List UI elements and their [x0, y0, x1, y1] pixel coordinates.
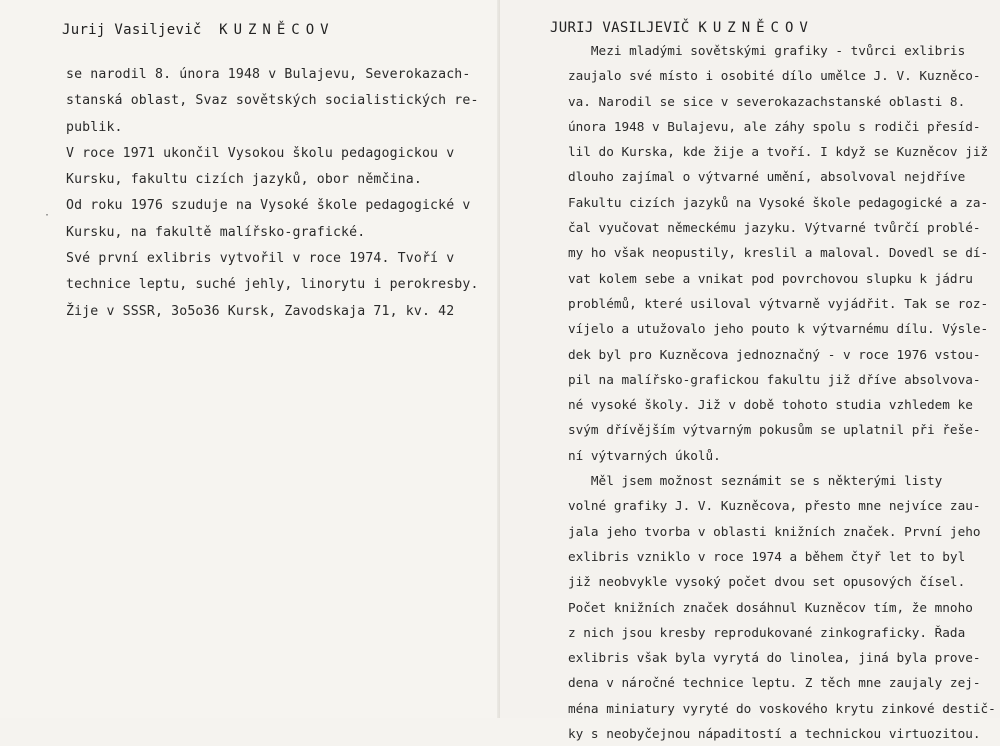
- essay-line: né vysoké školy. Již v době tohoto studia vzhledem ke: [568, 397, 973, 413]
- right-heading-name: JURIJ VASILJEVIČ: [550, 20, 690, 36]
- essay-line: zaujalo své místo i osobité dílo umělce J. V. Kuzněco-: [568, 68, 981, 84]
- essay-line: volné grafiky J. V. Kuzněcova, přesto mne nejvíce zau-: [568, 498, 981, 514]
- essay-line: dena v náročné technice leptu. Z těch mne zaujaly zej-: [568, 675, 981, 691]
- essay-line: z nich jsou kresby reprodukované zinkograficky. Řada: [568, 624, 966, 640]
- essay-line: Fakultu cizích jazyků na Vysoké škole pedagogické a za-: [568, 194, 989, 210]
- essay-line: lil do Kurska, kde žije a tvoří. I když se Kuzněcov již: [568, 144, 989, 160]
- biography-line: Své první exlibris vytvořil v roce 1974. Tvoří v: [66, 251, 455, 267]
- essay-line: čal vyučovat německému jazyku. Výtvarné tvůrčí problé-: [568, 220, 981, 236]
- margin-mark: ·: [44, 210, 51, 221]
- essay-line: již neobvykle vysoký počet dvou set opusových čísel.: [568, 574, 966, 590]
- essay-line: svým dřívějším výtvarným pokusům se uplatnil při řeše-: [568, 422, 981, 438]
- essay-line: problémů, které usiloval výtvarně vyjádřit. Tak se roz-: [568, 295, 989, 311]
- essay-line: ména miniatury vyryté do voskového krytu zinkové destič-: [568, 700, 996, 716]
- left-heading-surname: KUZNĚCOV: [219, 22, 335, 38]
- biography-line: V roce 1971 ukončil Vysokou školu pedagogickou v: [66, 145, 455, 161]
- biography-line: technice leptu, suché jehly, linorytu i perokresby.: [66, 277, 479, 293]
- essay-line: exlibris vzniklo v roce 1974 a během čtyř let to byl: [568, 548, 966, 564]
- essay-line: va. Narodil se sice v severokazachstanské oblasti 8.: [568, 93, 966, 109]
- essay-line: exlibris však byla vyrytá do linolea, jiná byla prove-: [568, 650, 981, 666]
- essay-line: vat kolem sebe a vnikat pod povrchovou slupku k jádru: [568, 270, 973, 286]
- essay-line: jala jeho tvorba v oblasti knižních značek. První jeho: [568, 523, 981, 539]
- essay-line: dlouho zajímal o výtvarné umění, absolvoval nejdříve: [568, 169, 966, 185]
- biography-line: se narodil 8. února 1948 v Bulajevu, Severokazach-: [66, 67, 471, 82]
- essay-line: víjelo a utužovalo jeho pouto k výtvarnému dílu. Výsle-: [568, 321, 989, 337]
- left-page-heading: [62, 22, 335, 38]
- essay-line: ní výtvarných úkolů.: [568, 447, 721, 463]
- biography-line: Kursku, fakultu cizích jazyků, obor němčina.: [66, 172, 422, 188]
- biography-line: publik.: [66, 119, 123, 135]
- essay-line: my ho však neopustily, kreslil a maloval. Dovedl se dí-: [568, 245, 989, 261]
- biography-line: stanská oblast, Svaz sovětských socialistických re-: [66, 93, 479, 109]
- essay-line: února 1948 v Bulajevu, ale záhy spolu s rodiči přesíd-: [568, 118, 981, 134]
- biography-line: Žije v SSSR, 3o5o36 Kursk, Zavodskaja 71, kv. 42: [66, 303, 455, 319]
- essay-line: dek byl pro Kuzněcova jednoznačný - v roce 1976 vstou-: [568, 346, 981, 362]
- biography-line: Kursku, na fakultě malířsko-grafické.: [66, 224, 366, 240]
- essay-line: Měl jsem možnost seznámit se s některými listy: [568, 473, 943, 489]
- right-page: [500, 0, 1000, 742]
- right-heading-surname: KUZNĚCOV: [698, 20, 814, 36]
- essay-line: Počet knižních značek dosáhnul Kuzněcov tím, že mnoho: [568, 599, 973, 615]
- essay-line: ky s neobyčejnou nápaditostí a technickou virtuozitou.: [568, 726, 981, 742]
- biography-text: [66, 62, 479, 325]
- left-page: [0, 0, 500, 718]
- biography-line: Od roku 1976 szuduje na Vysoké škole pedagogické v: [66, 198, 471, 214]
- essay-text: [568, 38, 996, 746]
- essay-line: pil na malířsko-grafickou fakultu již dříve absolvova-: [568, 371, 981, 387]
- right-page-heading: [550, 20, 814, 36]
- left-heading-name: Jurij Vasiljevič: [62, 22, 202, 38]
- essay-line: Mezi mladými sovětskými grafiky - tvůrci exlibris: [568, 43, 966, 58]
